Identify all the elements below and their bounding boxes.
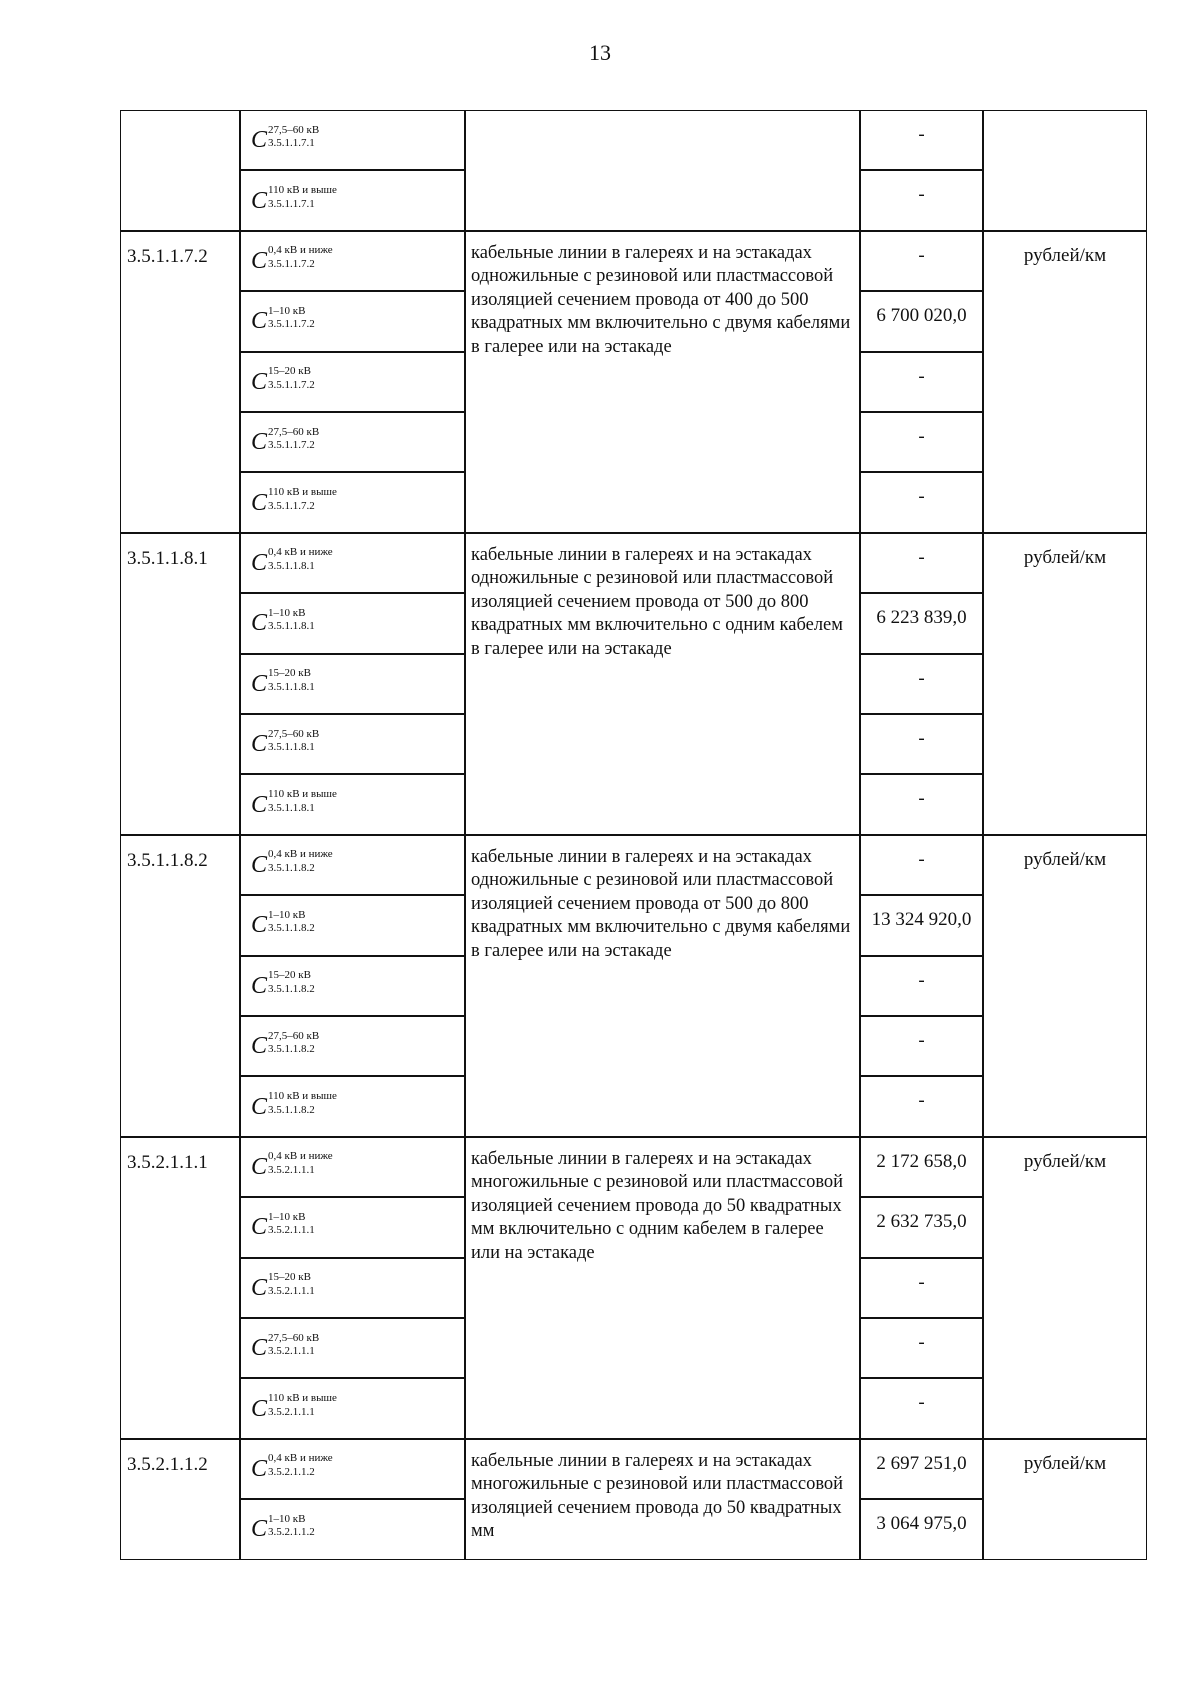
rate-value: 6 223 839,0 [860, 593, 983, 653]
unit-cell: рублей/км [983, 231, 1147, 533]
voltage-class: 110 кВ и выше [268, 1090, 337, 1103]
rate-index: 3.5.2.1.1.1 [268, 1345, 315, 1358]
voltage-class: 1–10 кВ [268, 908, 306, 921]
code-cell: 3.5.1.1.8.2 [120, 835, 240, 1137]
rate-index: 3.5.2.1.1.2 [268, 1465, 315, 1478]
rate-letter: C [251, 610, 268, 637]
rate-value: - [860, 170, 983, 230]
voltage-class: 27,5–60 кВ [268, 1029, 320, 1042]
voltage-class: 110 кВ и выше [268, 1392, 337, 1405]
rate-index: 3.5.1.1.7.2 [268, 257, 315, 270]
rate-value: - [860, 714, 983, 774]
rate-letter: C [251, 1516, 268, 1543]
rate-indices [268, 1331, 320, 1358]
description-cell: кабельные линии в галереях и на эстакадах одножильные с резиновой или пластмассовой изоляцией сечением провода от 500 до 800 квадратных мм включительно с одним кабелем в галерее или на эстакаде [465, 533, 860, 835]
voltage-class: 0,4 кВ и ниже [268, 1150, 333, 1163]
rate-indices [268, 848, 333, 874]
rate-symbol [240, 170, 465, 230]
rate-letter: C [251, 912, 268, 939]
rate-value: - [860, 472, 983, 532]
rate-indices [268, 486, 337, 512]
page-number: 13 [589, 40, 611, 65]
rate-indices [268, 1090, 337, 1116]
unit-cell: рублей/км [983, 835, 1147, 1137]
rate-symbol [240, 654, 465, 714]
rate-letter: C [251, 187, 268, 214]
rate-index: 3.5.1.1.8.1 [268, 801, 315, 814]
rate-indices [268, 727, 320, 754]
rate-indices [268, 365, 315, 391]
voltage-class: 27,5–60 кВ [268, 727, 320, 740]
rate-index: 3.5.1.1.8.2 [268, 861, 315, 874]
rate-indices [268, 546, 333, 572]
rate-index: 3.5.2.1.1.1 [268, 1405, 315, 1418]
rate-letter: C [251, 1274, 268, 1301]
rate-symbol [240, 1016, 465, 1076]
rate-value: - [860, 1258, 983, 1318]
rate-value: 2 172 658,0 [860, 1137, 983, 1197]
rate-indices [268, 425, 320, 452]
rate-index: 3.5.1.1.8.1 [268, 559, 315, 572]
rate-index: 3.5.2.1.1.1 [268, 1284, 315, 1297]
rate-symbol [240, 956, 465, 1016]
rate-symbol [240, 1439, 465, 1499]
rate-index: 3.5.1.1.7.2 [268, 439, 315, 452]
rate-letter: C [251, 1455, 268, 1482]
rate-value: - [860, 1076, 983, 1136]
voltage-class: 27,5–60 кВ [268, 123, 320, 136]
rate-letter: C [251, 489, 268, 516]
rate-value: - [860, 654, 983, 714]
description-cell [465, 110, 860, 231]
unit-cell [983, 110, 1147, 231]
rate-letter: C [251, 791, 268, 818]
rate-letter: C [251, 1033, 268, 1060]
description-cell: кабельные линии в галереях и на эстакадах многожильные с резиновой или пластмассовой изоляцией сечением провода до 50 квадратных мм включительно с одним кабелем в галерее или на эстакаде [465, 1137, 860, 1439]
voltage-class: 110 кВ и выше [268, 486, 337, 499]
voltage-class: 27,5–60 кВ [268, 425, 320, 438]
voltage-class: 15–20 кВ [268, 1271, 311, 1284]
rate-indices [268, 1512, 315, 1539]
rate-symbol [240, 1378, 465, 1438]
voltage-class: 1–10 кВ [268, 304, 306, 317]
rate-letter: C [251, 429, 268, 456]
rate-letter: C [251, 1214, 268, 1241]
rate-index: 3.5.1.1.7.2 [268, 499, 315, 512]
rate-symbol [240, 895, 465, 955]
voltage-class: 1–10 кВ [268, 1512, 306, 1525]
unit-cell: рублей/км [983, 1137, 1147, 1439]
rate-index: 3.5.1.1.7.1 [268, 137, 315, 150]
rate-letter: C [251, 972, 268, 999]
code-cell: 3.5.1.1.8.1 [120, 533, 240, 835]
rate-value: 2 632 735,0 [860, 1197, 983, 1257]
rate-indices [268, 244, 333, 270]
voltage-class: 0,4 кВ и ниже [268, 848, 333, 861]
rate-symbol [240, 472, 465, 532]
rate-symbol [240, 352, 465, 412]
rate-letter: C [251, 549, 268, 576]
rate-value: - [860, 956, 983, 1016]
rate-value: - [860, 231, 983, 291]
rate-value: - [860, 412, 983, 472]
voltage-class: 15–20 кВ [268, 365, 311, 378]
rate-letter: C [251, 1335, 268, 1362]
rate-value: - [860, 533, 983, 593]
rate-letter: C [251, 1093, 268, 1120]
rate-index: 3.5.1.1.7.2 [268, 318, 315, 331]
rate-index: 3.5.1.1.8.2 [268, 1103, 315, 1116]
rate-symbol [240, 774, 465, 834]
rate-indices [268, 1452, 333, 1478]
code-cell: 3.5.2.1.1.2 [120, 1439, 240, 1560]
rate-value: - [860, 352, 983, 412]
rate-value: - [860, 1318, 983, 1378]
rate-value: 3 064 975,0 [860, 1499, 983, 1559]
rate-index: 3.5.1.1.8.2 [268, 1043, 315, 1056]
rate-indices [268, 1392, 337, 1418]
voltage-class: 15–20 кВ [268, 969, 311, 982]
rate-symbol [240, 593, 465, 653]
rate-symbol [240, 1499, 465, 1559]
rate-symbol [240, 231, 465, 291]
code-cell: 3.5.2.1.1.1 [120, 1137, 240, 1439]
rate-index: 3.5.1.1.8.1 [268, 620, 315, 633]
voltage-class: 1–10 кВ [268, 606, 306, 619]
rate-symbol [240, 1137, 465, 1197]
rate-letter: C [251, 670, 268, 697]
rate-indices [268, 969, 315, 995]
rate-symbol [240, 412, 465, 472]
rate-letter: C [251, 247, 268, 274]
unit-cell: рублей/км [983, 533, 1147, 835]
rate-index: 3.5.1.1.8.2 [268, 982, 315, 995]
voltage-class: 110 кВ и выше [268, 788, 337, 801]
code-cell: 3.5.1.1.7.2 [120, 231, 240, 533]
rate-indices [268, 788, 337, 814]
rate-value: - [860, 835, 983, 895]
rate-indices [268, 908, 315, 935]
rate-letter: C [251, 127, 268, 154]
voltage-class: 15–20 кВ [268, 667, 311, 680]
rate-letter: C [251, 851, 268, 878]
rate-symbol [240, 714, 465, 774]
voltage-class: 0,4 кВ и ниже [268, 244, 333, 257]
description-cell: кабельные линии в галереях и на эстакадах одножильные с резиновой или пластмассовой изоляцией сечением провода от 400 до 500 квадратных мм включительно с двумя кабелями в галерее или на эстакаде [465, 231, 860, 533]
unit-cell: рублей/км [983, 1439, 1147, 1560]
rate-symbol [240, 1197, 465, 1257]
description-cell: кабельные линии в галереях и на эстакадах многожильные с резиновой или пластмассовой изоляцией сечением провода до 50 квадратных мм [465, 1439, 860, 1560]
rate-index: 3.5.1.1.8.2 [268, 922, 315, 935]
rate-value: - [860, 110, 983, 170]
voltage-class: 27,5–60 кВ [268, 1331, 320, 1344]
rate-symbol [240, 1076, 465, 1136]
rate-value: - [860, 1016, 983, 1076]
rate-index: 3.5.1.1.7.2 [268, 378, 315, 391]
rate-letter: C [251, 731, 268, 758]
voltage-class: 0,4 кВ и ниже [268, 1452, 333, 1465]
rate-indices [268, 606, 315, 633]
rate-index: 3.5.2.1.1.1 [268, 1163, 315, 1176]
rate-value: 6 700 020,0 [860, 291, 983, 351]
rate-indices [268, 1029, 320, 1056]
rate-index: 3.5.1.1.7.1 [268, 197, 315, 210]
rate-symbol [240, 110, 465, 170]
description-cell: кабельные линии в галереях и на эстакадах одножильные с резиновой или пластмассовой изоляцией сечением провода от 500 до 800 квадратных мм включительно с двумя кабелями в галерее или на эстакаде [465, 835, 860, 1137]
rate-indices [268, 1150, 333, 1176]
voltage-class: 0,4 кВ и ниже [268, 546, 333, 559]
rate-symbol [240, 1258, 465, 1318]
rate-value: 13 324 920,0 [860, 895, 983, 955]
rate-symbol [240, 1318, 465, 1378]
code-cell [120, 110, 240, 231]
rate-indices [268, 1271, 315, 1297]
rate-letter: C [251, 368, 268, 395]
rate-index: 3.5.1.1.8.1 [268, 680, 315, 693]
rate-symbol [240, 533, 465, 593]
rate-indices [268, 304, 315, 331]
rate-value: 2 697 251,0 [860, 1439, 983, 1499]
rate-indices [268, 1210, 315, 1237]
rate-indices [268, 184, 337, 210]
rate-index: 3.5.2.1.1.2 [268, 1526, 315, 1539]
rate-value: - [860, 774, 983, 834]
rate-index: 3.5.1.1.8.1 [268, 741, 315, 754]
rate-symbol [240, 835, 465, 895]
rate-letter: C [251, 1153, 268, 1180]
voltage-class: 1–10 кВ [268, 1210, 306, 1223]
rate-indices [268, 667, 315, 693]
rate-letter: C [251, 308, 268, 335]
rate-value: - [860, 1378, 983, 1438]
rate-symbol [240, 291, 465, 351]
rate-index: 3.5.2.1.1.1 [268, 1224, 315, 1237]
voltage-class: 110 кВ и выше [268, 184, 337, 197]
rate-letter: C [251, 1395, 268, 1422]
rate-indices [268, 123, 320, 150]
